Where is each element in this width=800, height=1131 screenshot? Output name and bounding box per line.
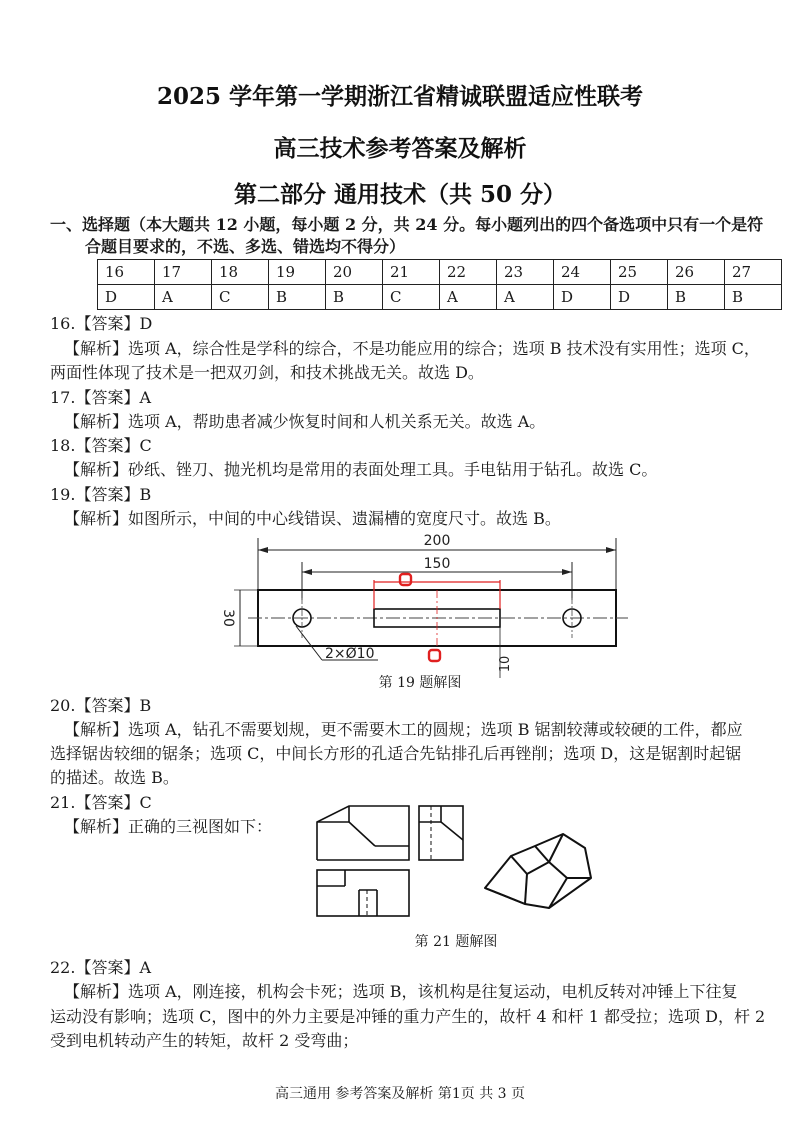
section1-intro-line1: 一、选择题（本大题共 12 小题，每小题 2 分，共 24 分。每小题列出的四个备选项中只有一个是符 [50, 215, 764, 234]
front-view [317, 806, 409, 860]
page-footer: 高三通用 参考答案及解析 第1页 共 3 页 [274, 1086, 526, 1102]
dim-slot-label: 10 [498, 655, 513, 673]
table-cell: 22 [440, 260, 497, 285]
table-cell: 16 [98, 260, 155, 285]
q22-explanation-line3: 受到电机转动产生的转矩，故杆 2 受弯曲； [50, 1031, 359, 1050]
exam-title: 2025 学年第一学期浙江省精诚联盟适应性联考 [156, 83, 644, 110]
table-cell: D [98, 285, 155, 310]
q19-drawing [200, 528, 640, 683]
table-cell: A [155, 285, 212, 310]
table-cell: 20 [326, 260, 383, 285]
q18-explanation-line1: 【解析】砂纸、锉刀、抛光机均是常用的表面处理工具。手电钻用于钻孔。故选 C。 [64, 460, 658, 479]
table-cell: 25 [611, 260, 668, 285]
table-cell: A [497, 285, 554, 310]
section-title: 第二部分 通用技术（共 50 分） [233, 181, 567, 208]
table-cell: B [269, 285, 326, 310]
table-cell: B [326, 285, 383, 310]
q20-explanation-line1: 【解析】选项 A，钻孔不需要划规，更不需要木工的圆规；选项 B 锯割较薄或较硬的工件，都应 [64, 720, 743, 739]
q19-answer: 19.【答案】B [50, 485, 152, 504]
q16-explanation-line2: 两面性体现了技术是一把双刃剑，和技术挑战无关。故选 D。 [50, 363, 484, 382]
hole-callout: 2×Ø10 [325, 646, 375, 662]
q19-explanation-line1: 【解析】如图所示，中间的中心线错误、遗漏槽的宽度尺寸。故选 B。 [64, 509, 561, 528]
q17-explanation-line1: 【解析】选项 A，帮助患者减少恢复时间和人机关系无关。故选 A。 [64, 412, 546, 431]
q18-answer: 18.【答案】C [50, 436, 152, 455]
dim-holes-label: 150 [423, 556, 451, 572]
table-cell: 24 [554, 260, 611, 285]
q20-answer: 20.【答案】B [50, 696, 152, 715]
side-view [419, 806, 463, 860]
table-cell: B [725, 285, 782, 310]
table-cell: 19 [269, 260, 326, 285]
table-cell: 26 [668, 260, 725, 285]
markup-circle-bottom [429, 650, 440, 661]
table-cell: 27 [725, 260, 782, 285]
q17-answer: 17.【答案】A [50, 388, 152, 407]
table-cell: A [440, 285, 497, 310]
table-cell: 23 [497, 260, 554, 285]
table-cell: 21 [383, 260, 440, 285]
q21-explanation-line1: 【解析】正确的三视图如下： [64, 817, 273, 836]
answer-table-answers-row [98, 285, 782, 310]
section1-intro-line2: 合题目要求的，不选、多选、错选均不得分） [85, 237, 406, 256]
table-cell: 17 [155, 260, 212, 285]
q22-explanation-line1: 【解析】选项 A，刚连接，机构会卡死；选项 B，该机构是往复运动，电机反转对冲锤上下往复 [64, 982, 738, 1001]
q16-explanation-line1: 【解析】选项 A，综合性是学科的综合，不是功能应用的综合；选项 B 技术没有实用性；选项 C， [64, 339, 760, 358]
q20-explanation-line2: 选择锯齿较细的锯条；选项 C，中间长方形的孔适合先钻排孔后再锉削；选项 D，这是锯割时起锯 [50, 744, 742, 763]
dim-height-label: 30 [220, 609, 236, 627]
q22-explanation-line2: 运动没有影响；选项 C，图中的外力主要是冲锤的重力产生的，故杆 4 和杆 1 都受拉；选项 D，杆 2 [50, 1007, 766, 1026]
q21-answer: 21.【答案】C [50, 793, 152, 812]
table-cell: C [383, 285, 440, 310]
q20-explanation-line3: 的描述。故选 B。 [50, 768, 179, 787]
q16-answer: 16.【答案】D [50, 314, 153, 333]
q22-answer: 22.【答案】A [50, 958, 152, 977]
table-cell: B [668, 285, 725, 310]
isometric-view [485, 834, 591, 908]
table-cell: D [554, 285, 611, 310]
table-cell: 18 [212, 260, 269, 285]
document-title: 高三技术参考答案及解析 [273, 135, 527, 162]
q19-figure-caption: 第 19 题解图 [378, 675, 462, 691]
q21-drawing [305, 800, 605, 922]
answer-table-numbers-row [98, 260, 782, 285]
q21-figure-caption: 第 21 题解图 [414, 934, 498, 950]
markup-circle-top [400, 574, 411, 585]
table-cell: D [611, 285, 668, 310]
table-cell: C [212, 285, 269, 310]
top-view [317, 870, 409, 916]
answer-table [97, 259, 782, 310]
dim-total-label: 200 [423, 533, 451, 549]
